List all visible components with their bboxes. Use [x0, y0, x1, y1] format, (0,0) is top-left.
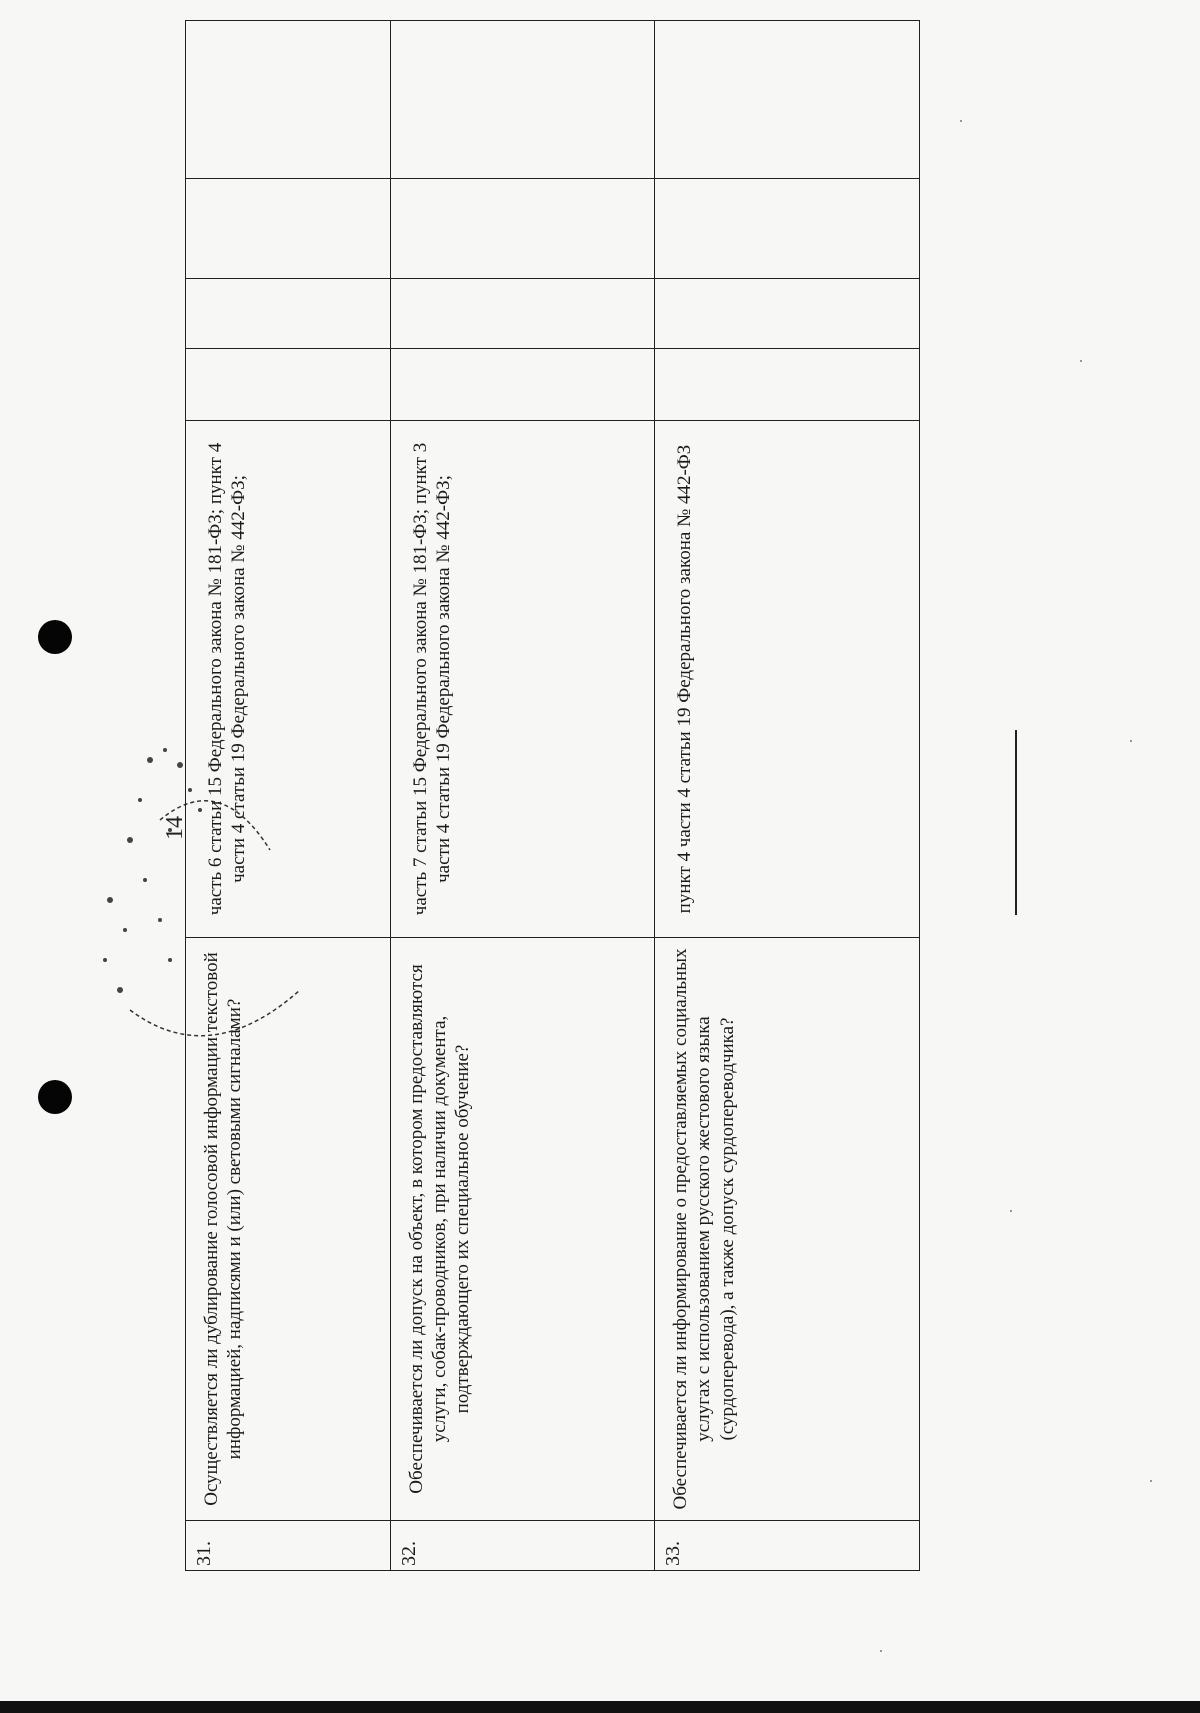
answer-yes-cell — [390, 349, 655, 421]
note-cell — [390, 21, 655, 179]
answer-yes-cell — [186, 349, 391, 421]
answer-no-cell — [186, 279, 391, 349]
scan-speck — [880, 1650, 882, 1652]
question-cell: Обеспечивается ли допуск на объект, в котором предоставляются услуги, собак-проводников, при наличии документа, подтверждающего их специальное обучение? — [390, 938, 655, 1521]
answer-na-cell — [186, 179, 391, 279]
answer-no-cell — [655, 279, 920, 349]
legal-basis-cell: часть 6 статьи 15 Федерального закона № 181-ФЗ; пункт 4 части 4 статьи 19 Федерального закона № 442-ФЗ; — [186, 421, 391, 938]
scan-speck — [960, 120, 962, 122]
table-row — [186, 21, 391, 1571]
legal-basis-cell: часть 7 статьи 15 Федерального закона № 181-ФЗ; пункт 3 части 4 статьи 19 Федерального закона № 442-ФЗ; — [390, 421, 655, 938]
scan-speck — [1010, 1210, 1012, 1212]
table-row — [390, 21, 655, 1571]
end-of-table-line — [1015, 730, 1017, 915]
note-cell — [655, 21, 920, 179]
checklist-table — [185, 20, 920, 1571]
punch-hole-bottom — [38, 1080, 72, 1114]
note-cell — [186, 21, 391, 179]
answer-na-cell — [390, 179, 655, 279]
scan-speck — [1150, 1480, 1152, 1482]
answer-na-cell — [655, 179, 920, 279]
question-cell: Осуществляется ли дублирование голосовой информации текстовой информацией, надписями и (или) световыми сигналами? — [186, 938, 391, 1521]
row-number: 33. — [655, 1521, 920, 1571]
answer-no-cell — [390, 279, 655, 349]
scan-edge — [0, 1701, 1200, 1713]
legal-basis-cell: пункт 4 части 4 статьи 19 Федерального закона № 442-ФЗ — [655, 421, 920, 938]
table-row — [655, 21, 920, 1571]
stamp-page-number: 14 — [162, 816, 188, 840]
punch-hole-top — [38, 620, 72, 654]
scan-speck — [1130, 740, 1132, 742]
row-number: 32. — [390, 1521, 655, 1571]
row-number: 31. — [186, 1521, 391, 1571]
checklist-table-container — [185, 51, 920, 1571]
answer-yes-cell — [655, 349, 920, 421]
question-cell: Обеспечивается ли информирование о предоставляемых социальных услугах с использованием русского жестового языка (сурдоперевода), а также допуск сурдопереводчика? — [655, 938, 920, 1521]
scan-speck — [1080, 360, 1082, 362]
